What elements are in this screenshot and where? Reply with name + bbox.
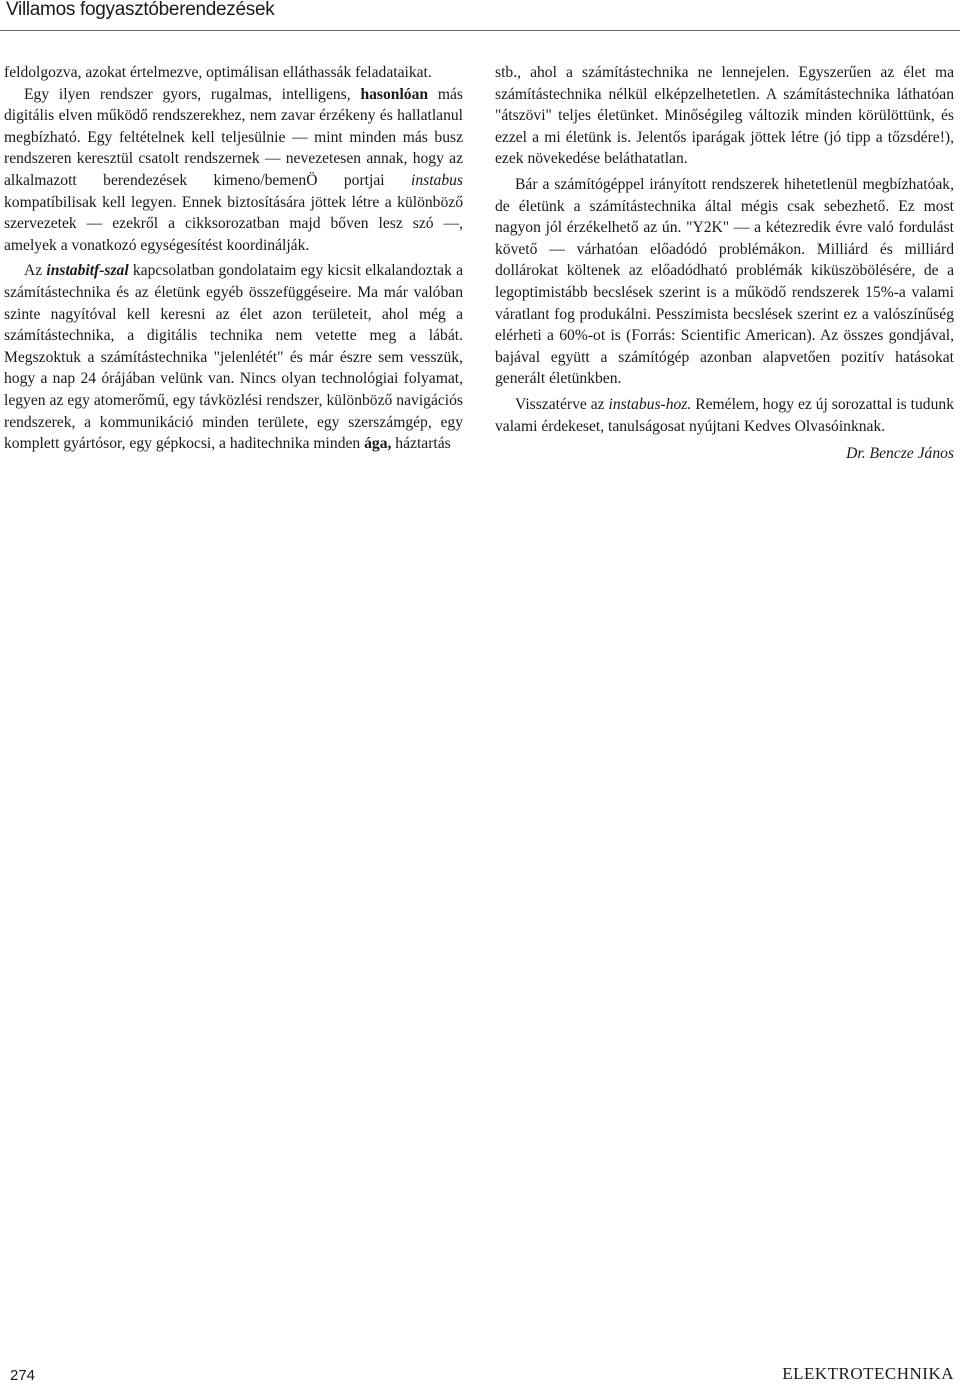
- left-column: [4, 62, 463, 459]
- author-signature: Dr. Bencze János: [846, 445, 954, 463]
- text-span: Egy ilyen rendszer gyors, rugalmas, intelligens,: [24, 85, 361, 103]
- text-span: Visszatérve az: [515, 395, 609, 413]
- text-span: Az: [24, 262, 47, 280]
- journal-name: ELEKTROTECHNIKA: [782, 1364, 954, 1383]
- right-column: [495, 62, 954, 465]
- text-span: más digitális elven működő rendszerekhez, nem zavar érzékeny és hallatlanul megbízható. Egy feltételnek kell teljesülnie — mint minden más busz rendszeren keresztül csatolt rendszernek — nevezetesen annak, hogy az alkalmazott berendezések kimeno/bemenÖ portjai: [4, 85, 463, 189]
- italic-term: instabus: [411, 171, 463, 189]
- paragraph-4: stb., ahol a számítástechnika ne lennejelen. Egyszerűen az élet ma számítástechnika nélkül elképzelhetetlen. A számítástechnika láthatóan "átszövi" teljes életünket. Minőségileg változik minden körülöttünk, és ezzel a mi életünk is. Jelentős iparágak jöttek létre (jó tipp a tőzsdére!), ezek növekedése beláthatatlan.: [495, 64, 954, 168]
- paragraph-3: [4, 260, 463, 454]
- text-span: kapcsolatban gondolataim egy kicsit elkalandoztak a számítástechnika és az életünk egyéb összefüggéseire. Ma már valóban szinte nagyítóval kell keresni az élet azon területeit, ahol még a számítástechnika, a digitális technika nem vetette meg a lábát. Megszoktuk a számítástechnika "jelenlétét" és már észre sem vesszük, hogy a nap 24 órájában velünk van. Nincs olyan technológiai folyamat, legyen az egy atomerőmű, egy távközlési rendszer, különböző navigációs rendszerek, a kommunikáció minden területe, egy szerszámgép, egy komplett gyártósor, egy gépkocsi, a haditechnika minden: [4, 262, 463, 453]
- header-divider: [0, 30, 960, 31]
- bold-term: ága,: [364, 435, 392, 453]
- page-header-title: Villamos fogyasztóberendezések: [6, 0, 275, 20]
- text-span: háztartás: [391, 435, 451, 453]
- paragraph-2: [4, 84, 463, 257]
- paragraph-1: feldolgozva, azokat értelmezve, optimálisan elláthassák feladataikat.: [4, 64, 432, 81]
- text-span: kompatíbilisak kell legyen. Ennek biztosítására jöttek létre a különböző szervezetek — ezekről a cikksorozatban majd bőven lesz szó —, amelyek a vonatkozó egységesítést koordinálják.: [4, 193, 463, 254]
- page-number: 274: [10, 1367, 36, 1384]
- text-span: Remélem, hogy ez új sorozattal is tudunk valami érdekeset, tanulságosat nyújtani Kedves Olvasóinknak.: [495, 395, 954, 435]
- paragraph-5: Bár a számítógéppel irányított rendszerek hihetetlenül megbízhatóak, de életünk a számítástechnika által mégis csak sebezhető. Ez most nagyon jól érzékelhető az ún. "Y2K" — a kétezredik évre való fordulást követő — várhatóan előadódó problémákon. Milliárd és milliárd dollárokat költenek az előadódható problémák kiküszöbölésére, de a legoptimistább becslések szerint is a működő rendszerek 15%-a valami váratlant fog produkálni. Pesszimista becslések szerint ez a valószínűség elérheti a 60%-ot is (Forrás: Scientific American). Az összes gondjával, bajával együtt a számítógép azonban alapvetően pozitív hatásokat generált életünkben.: [495, 175, 954, 388]
- paragraph-6: [495, 394, 954, 437]
- bold-italic-term: instabitf-szal: [46, 262, 129, 280]
- bold-term: hasonlóan: [360, 85, 429, 103]
- italic-term: instabus-hoz.: [608, 395, 692, 413]
